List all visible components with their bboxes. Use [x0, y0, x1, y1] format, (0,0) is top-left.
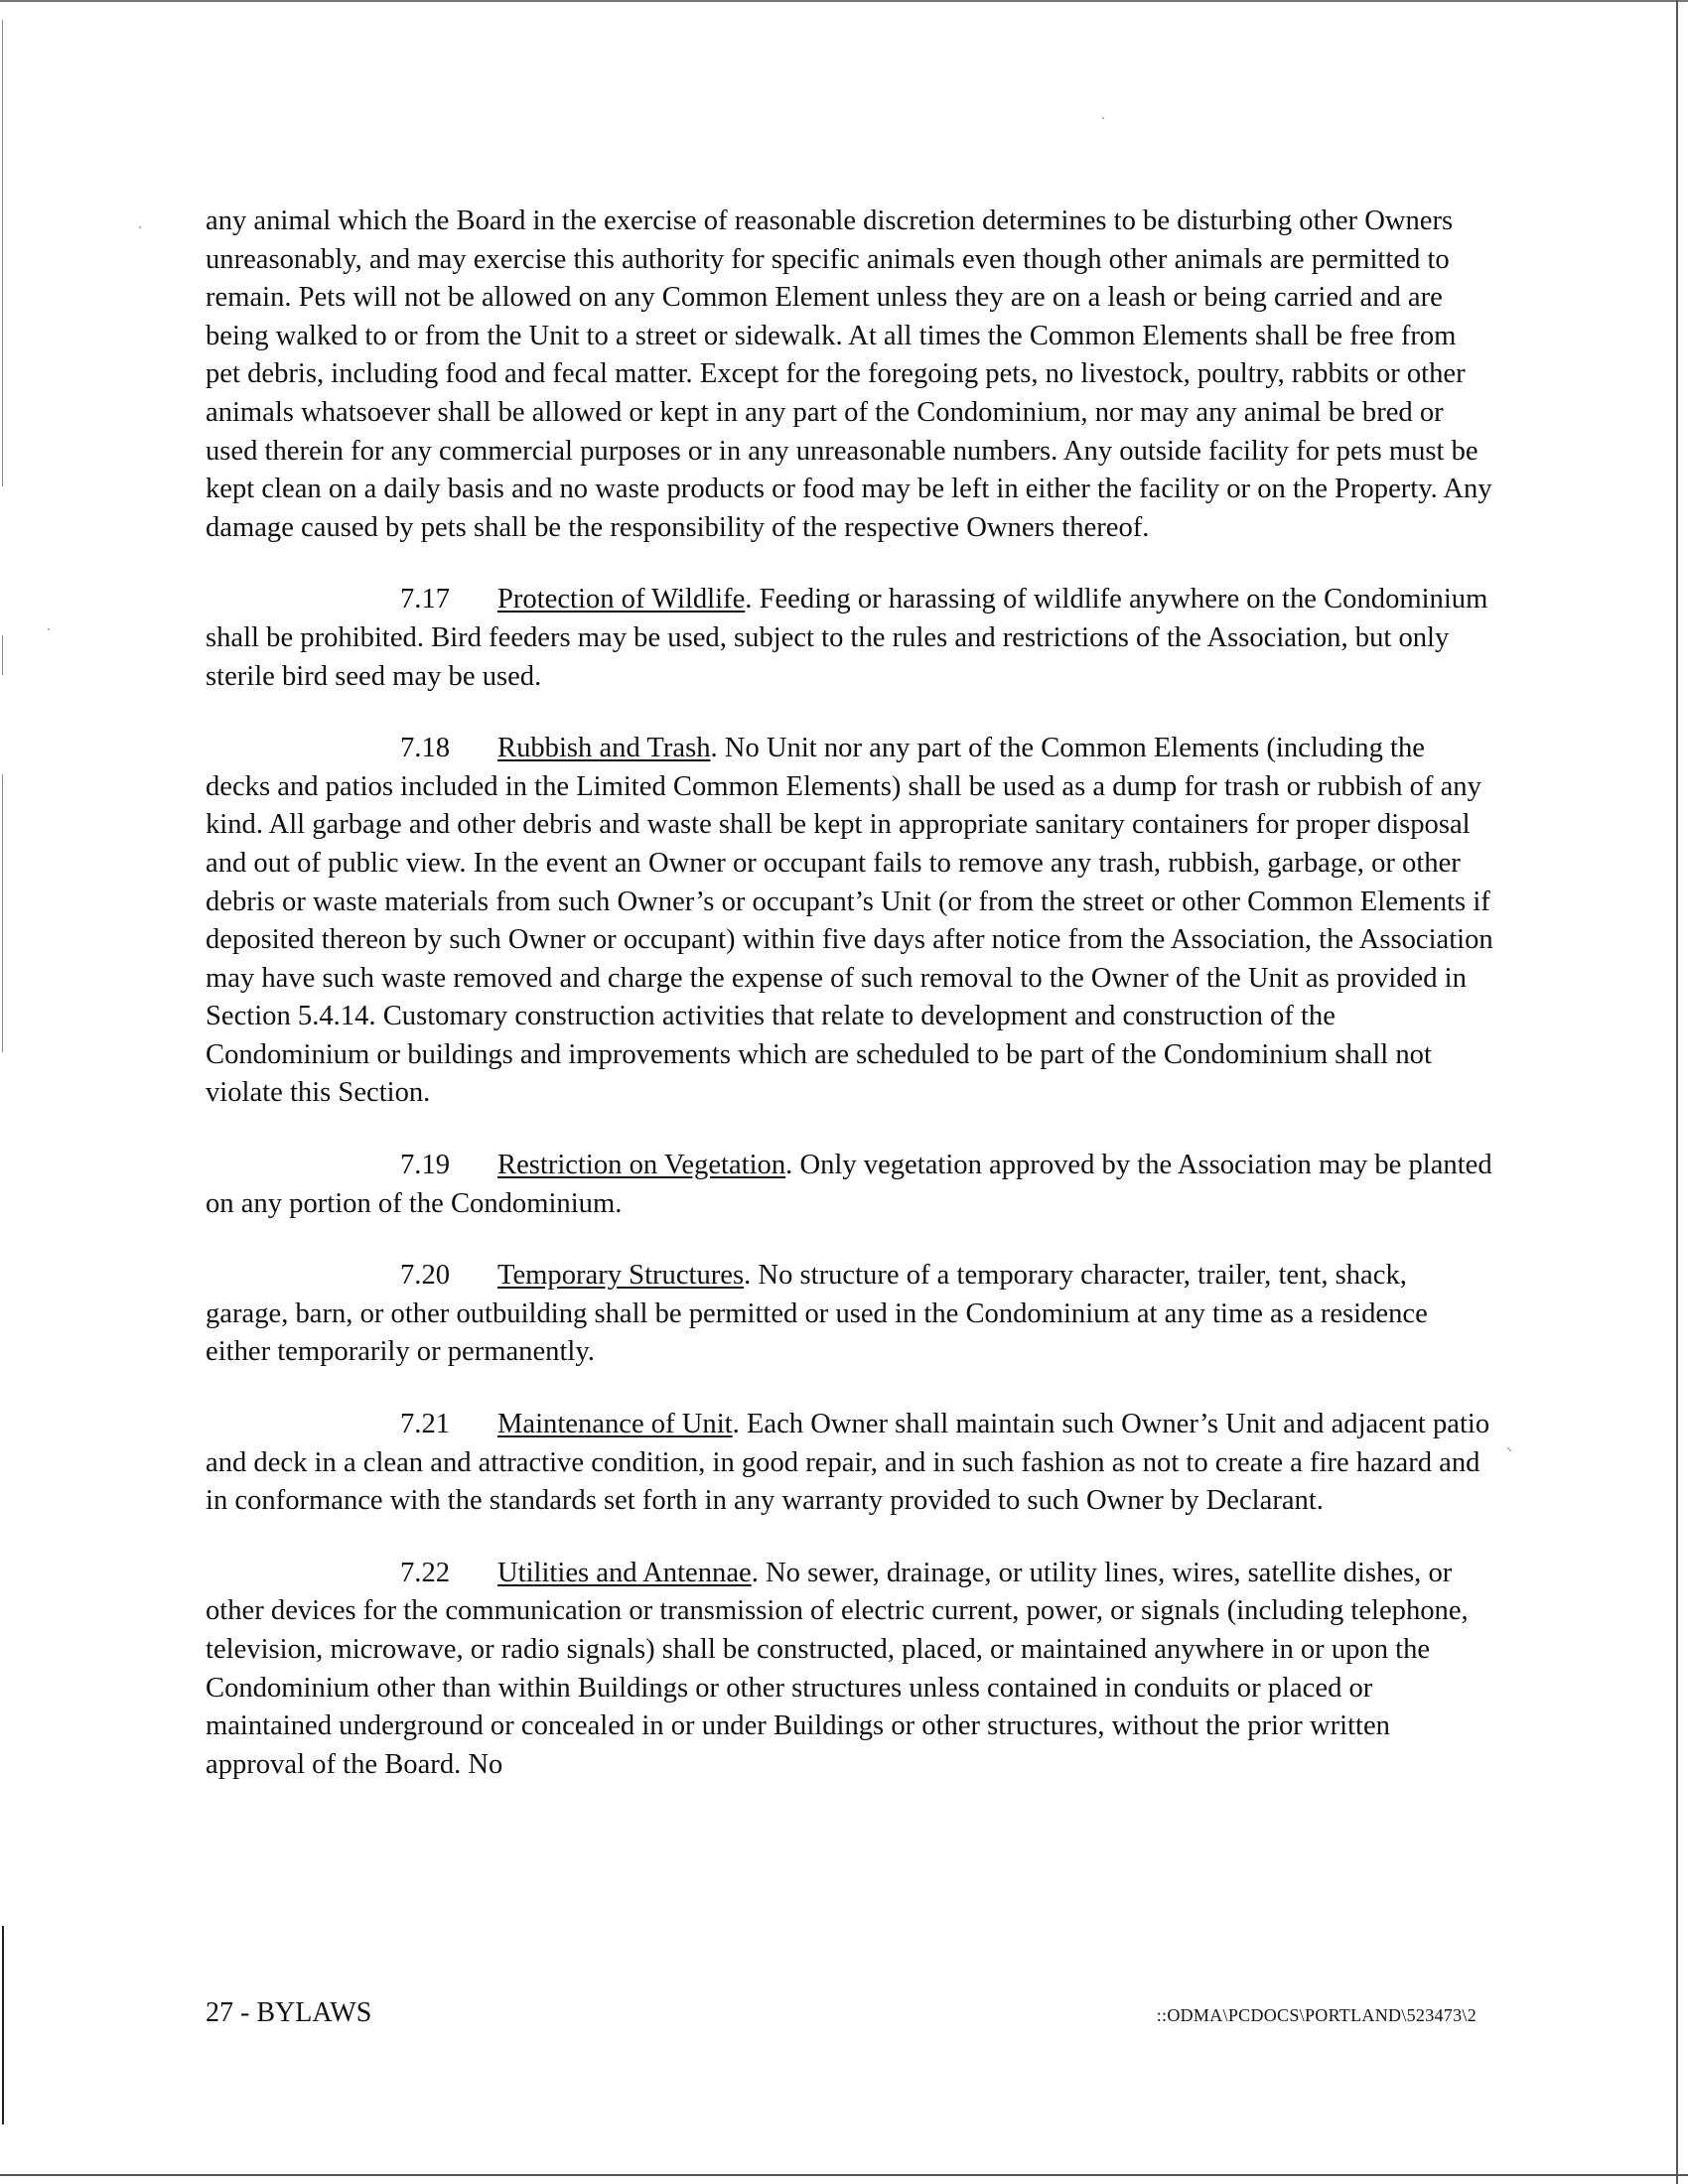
page-edge-bottom [0, 2174, 1688, 2176]
section-heading: Rubbish and Trash [497, 733, 711, 764]
scan-mark [2, 1926, 4, 2124]
scan-mark [2, 20, 3, 486]
scan-speck [139, 226, 141, 228]
section-heading: Temporary Structures [497, 1260, 745, 1292]
section-7-19 [206, 1147, 1496, 1223]
section-text: . No sewer, drainage, or utility lines, wires, satellite dishes, or other devices for the communication or transmission of electric current, power, or signals (including telephone, television, microwave, or radio signals) shall be constructed, placed, or maintained anywhere in or upon the Condominium other than within Buildings or other structures unless contained in conduits or placed or maintained underground or concealed in or under Buildings or other structures, without the prior written approval of the Board. No [206, 1557, 1469, 1780]
section-text: . Only vegetation approved by the Association may be planted on any portion of the Condominium. [206, 1150, 1492, 1219]
paragraph-continuation [206, 203, 1496, 547]
page-edge-right [1676, 0, 1678, 2184]
scan-mark [2, 635, 3, 675]
section-number: 7.20 [400, 1260, 451, 1292]
section-heading: Utilities and Antennae [497, 1557, 752, 1588]
scan-speck [1509, 1449, 1511, 1451]
page-edge-top [0, 0, 1688, 2]
section-text: . Each Owner shall maintain such Owner’s Unit and adjacent patio and deck in a clean and attractive condition, in good repair, and in such fashion as not to create a fire hazard and in conformance with the standards set forth in any warranty provided to such Owner by Declarant. [206, 1409, 1490, 1517]
paragraph-text: any animal which the Board in the exercise of reasonable discretion determines to be disturbing other Owners unreasonably, and may exercise this authority for specific animals even though other animals are permitted to remain. Pets will not be allowed on any Common Element unless they are on a leash or being carried and are being walked to or from the Unit to a street or sidewalk. At all times the Common Elements shall be free from pet debris, including food and fecal matter. Except for the foregoing pets, no livestock, poultry, rabbits or other animals whatsoever shall be allowed or kept in any part of the Condominium, nor may any animal be bred or used therein for any commercial purposes or in any unreasonable numbers. Any outside facility for pets must be kept clean on a daily basis and no waste products or food may be left in either the facility or on the Property. Any damage caused by pets shall be the responsibility of the respective Owners thereof. [206, 205, 1492, 543]
page-footer-label: 27 - BYLAWS [206, 1997, 372, 2028]
scan-speck [1102, 117, 1104, 119]
section-text: . Feeding or harassing of wildlife anywhere on the Condominium shall be prohibited. Bird feeders may be used, subject to the rules and restrictions of the Association, but only sterile bird seed may be used. [206, 584, 1488, 692]
section-number: 7.22 [400, 1557, 451, 1588]
section-text: . No Unit nor any part of the Common Elements (including the decks and patios included in the Limited Common Elements) shall be used as a dump for trash or rubbish of any kind. All garbage and other debris and waste shall be kept in appropriate sanitary containers for proper disposal and out of public view. In the event an Owner or occupant fails to remove any trash, rubbish, garbage, or other debris or waste materials from such Owner’s or occupant’s Unit (or from the street or other Common Elements if deposited thereon by such Owner or occupant) within five days after notice from the Association, the Association may have such waste removed and charge the expense of such removal to the Owner of the Unit as provided in Section 5.4.14. Customary construction activities that relate to development and construction of the Condominium or buildings and improvements which are scheduled to be part of the Condominium shall not violate this Section. [206, 733, 1493, 1109]
section-heading: Maintenance of Unit [497, 1409, 733, 1440]
section-number: 7.17 [400, 584, 451, 615]
section-number: 7.19 [400, 1150, 451, 1181]
document-body [206, 203, 1496, 1818]
scan-speck [1507, 1447, 1509, 1449]
scan-mark [2, 774, 3, 1052]
section-7-18 [206, 730, 1496, 1113]
section-number: 7.18 [400, 733, 451, 764]
section-number: 7.21 [400, 1409, 451, 1440]
section-7-22 [206, 1555, 1496, 1785]
section-7-20 [206, 1257, 1496, 1372]
scan-speck [48, 628, 50, 630]
section-heading: Protection of Wildlife [497, 584, 746, 615]
document-path: ::ODMA\PCDOCS\PORTLAND\523473\2 [1156, 2005, 1477, 2025]
section-7-17 [206, 581, 1496, 696]
section-heading: Restriction on Vegetation [497, 1150, 786, 1181]
section-7-21 [206, 1406, 1496, 1521]
section-text: . No structure of a temporary character, trailer, tent, shack, garage, barn, or other outbuilding shall be permitted or used in the Condominium at any time as a residence either temporarily or permanently. [206, 1260, 1428, 1368]
